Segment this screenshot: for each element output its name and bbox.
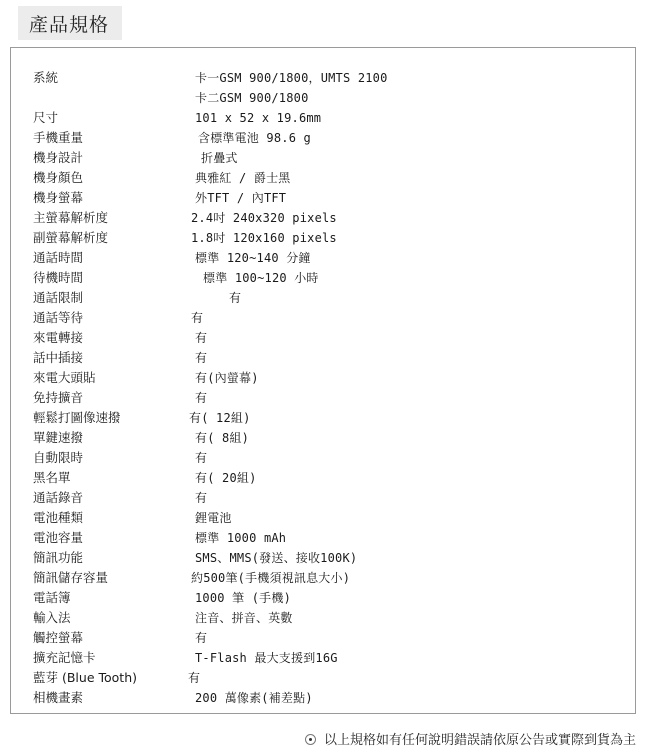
spec-value: 有 [195, 391, 208, 405]
spec-value: 有 [229, 291, 242, 305]
spec-label: 通話等待 [33, 310, 84, 325]
spec-value: 標準 100~120 小時 [203, 271, 319, 285]
spec-label: 機身設計 [33, 150, 84, 165]
spec-label: 觸控螢幕 [33, 630, 84, 645]
spec-label: 自動限時 [33, 450, 84, 465]
spec-value: T-Flash 最大支援到16G [195, 651, 338, 665]
spec-label: 尺寸 [33, 110, 59, 125]
spec-label: 通話錄音 [33, 490, 84, 505]
spec-label: 系統 [33, 70, 59, 85]
page-title: 產品規格 [29, 14, 110, 36]
spec-value: SMS、MMS(發送、接收100K) [195, 551, 358, 565]
spec-table [10, 47, 636, 714]
spec-value: 有 [195, 631, 208, 645]
spec-value: 有 [195, 351, 208, 365]
spec-value: 卡二GSM 900/1800 [195, 91, 309, 105]
spec-value: 卡一GSM 900/1800，UMTS 2100 [195, 71, 388, 85]
spec-label: 機身螢幕 [33, 190, 84, 205]
spec-label: 輕鬆打圖像速撥 [33, 410, 121, 425]
spec-value: 折疊式 [201, 151, 238, 165]
footer-text: 以上規格如有任何說明錯誤請依原公告或實際到貨為主 [323, 733, 636, 748]
spec-label: 擴充記憶卡 [33, 650, 96, 665]
spec-label: 來電轉接 [33, 330, 84, 345]
spec-label: 電池容量 [33, 530, 84, 545]
spec-label: 來電大頭貼 [33, 370, 96, 385]
spec-label: 簡訊儲存容量 [33, 570, 109, 585]
spec-value: 有 [191, 311, 204, 325]
spec-label: 單鍵速撥 [33, 430, 84, 445]
spec-value: 有(內螢幕) [195, 371, 259, 385]
spec-label: 電池種類 [33, 510, 84, 525]
spec-value: 約500筆(手機須視訊息大小) [191, 571, 351, 585]
spec-value: 有 [195, 491, 208, 505]
spec-value: 有( 20組) [195, 471, 257, 485]
spec-label: 手機重量 [33, 130, 84, 145]
spec-label: 黑名單 [33, 470, 71, 485]
spec-label: 通話時間 [33, 250, 84, 265]
spec-value: 2.4吋 240x320 pixels [191, 211, 337, 225]
spec-value: 有 [195, 331, 208, 345]
spec-value: 注音、拼音、英數 [195, 611, 293, 625]
spec-value: 鋰電池 [195, 511, 232, 525]
spec-value: 標準 120~140 分鐘 [195, 251, 311, 265]
spec-label: 通話限制 [33, 290, 84, 305]
bullet-icon [305, 734, 316, 745]
spec-label: 機身顏色 [33, 170, 84, 185]
footer-note [305, 729, 636, 748]
spec-value: 外TFT / 內TFT [195, 191, 287, 205]
spec-label: 輸入法 [33, 610, 71, 625]
spec-value: 有 [188, 671, 201, 685]
spec-value: 有 [195, 451, 208, 465]
spec-label: 主螢幕解析度 [33, 210, 109, 225]
spec-label: 簡訊功能 [33, 550, 84, 565]
spec-label: 免持擴音 [33, 390, 84, 405]
spec-value: 200 萬像素(補差點) [195, 691, 313, 705]
spec-value: 有( 8組) [195, 431, 250, 445]
spec-value: 1.8吋 120x160 pixels [191, 231, 337, 245]
spec-label: 話中插接 [33, 350, 84, 365]
spec-value: 1000 筆 (手機) [195, 591, 291, 605]
spec-value: 典雅紅 / 爵士黑 [195, 171, 291, 185]
spec-value: 含標準電池 98.6 g [198, 131, 311, 145]
spec-value: 標準 1000 mAh [195, 531, 287, 545]
spec-value: 有( 12組) [189, 411, 251, 425]
spec-label: 副螢幕解析度 [33, 230, 109, 245]
spec-label: 電話簿 [33, 590, 71, 605]
spec-label: 藍芽 (Blue Tooth) [33, 670, 137, 685]
spec-label: 相機畫素 [33, 690, 84, 705]
spec-label: 待機時間 [33, 270, 84, 285]
spec-value: 101 x 52 x 19.6mm [195, 111, 322, 125]
